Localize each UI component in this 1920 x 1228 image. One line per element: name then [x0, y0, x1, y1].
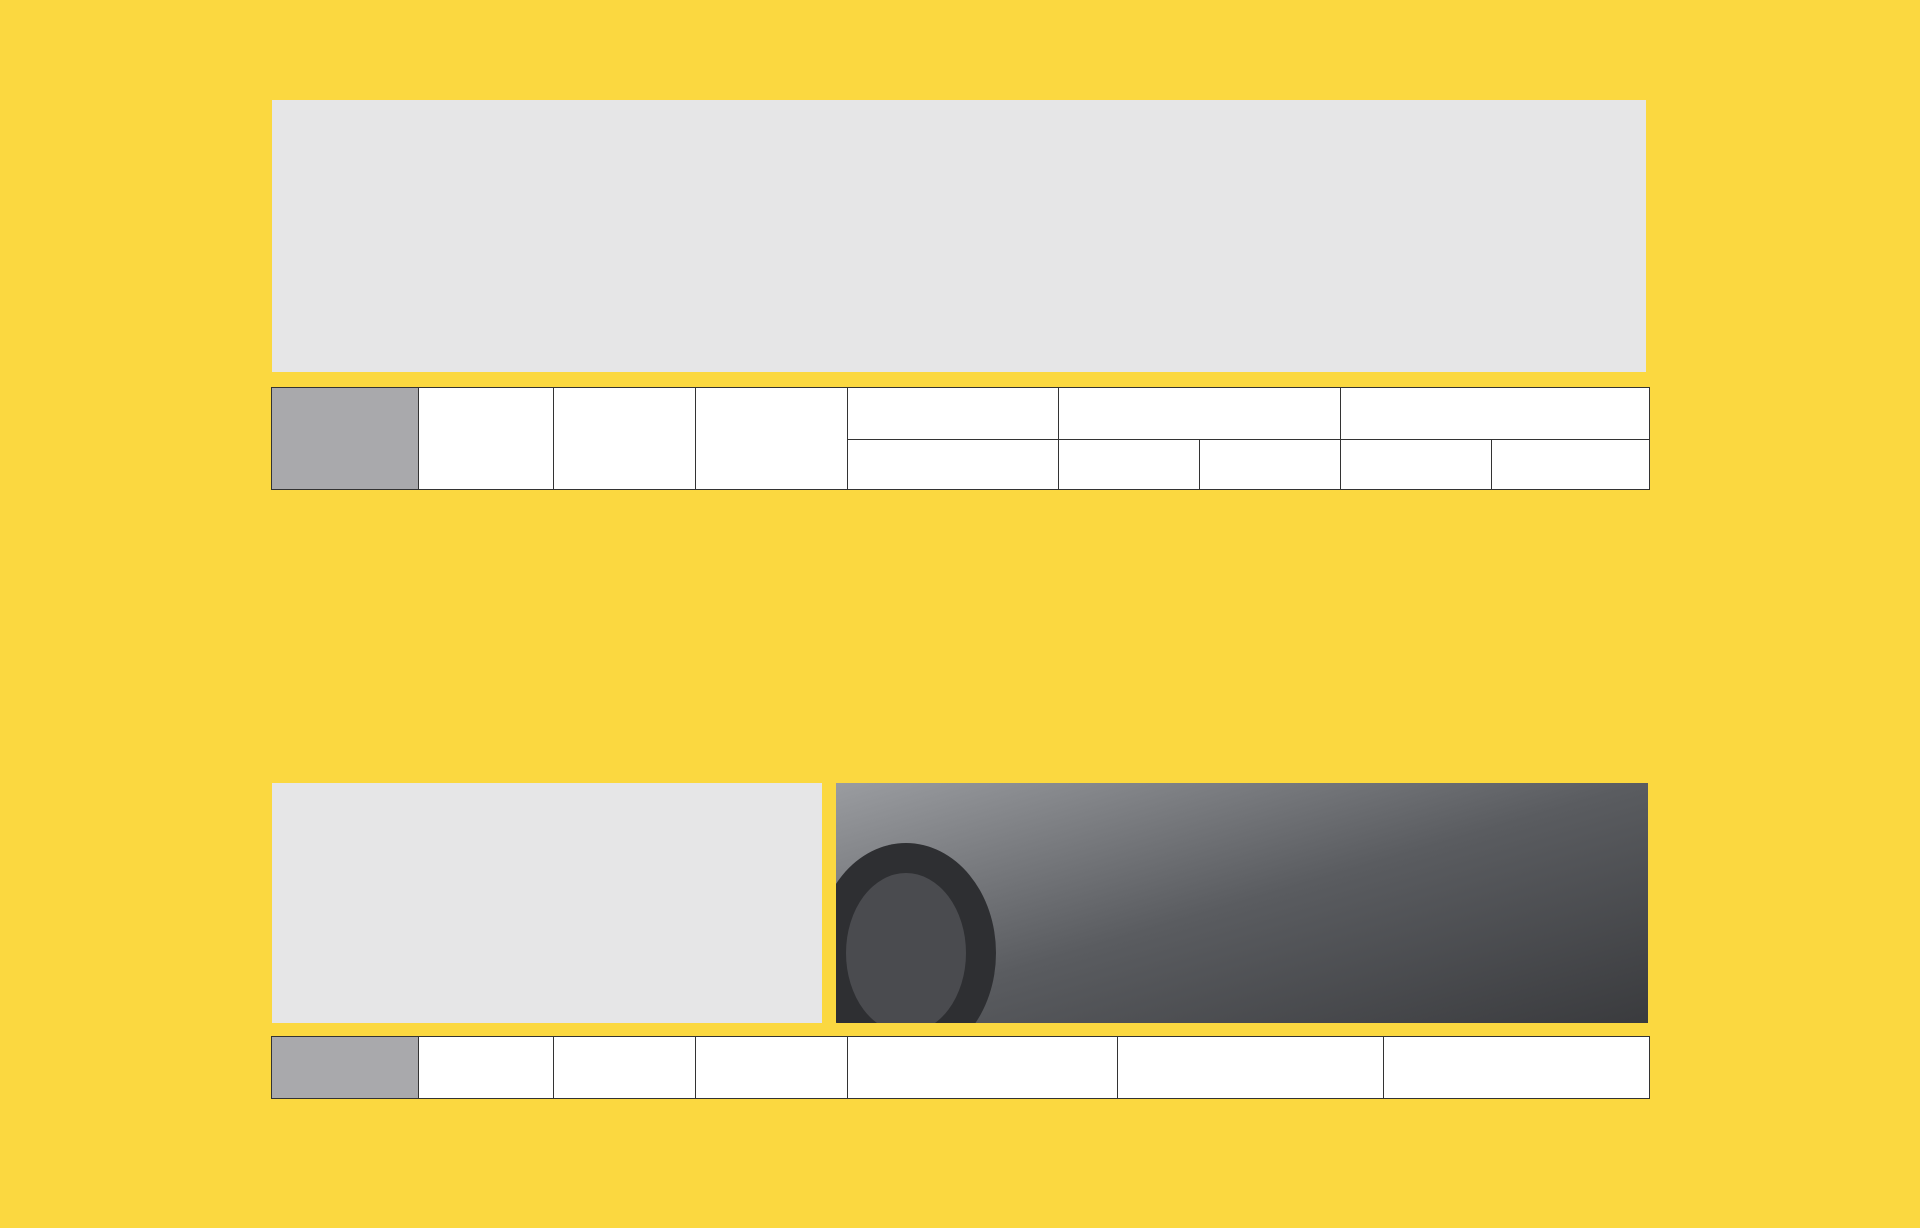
- milling-drum-image: [836, 783, 1648, 1023]
- header-bm500: [848, 388, 1059, 440]
- header-kompat: [696, 1037, 848, 1099]
- header-bm500: [848, 1037, 1118, 1099]
- header-bm1000: [1059, 388, 1341, 440]
- milling-drum-photo: [836, 783, 1648, 1023]
- header-bm2000: [1384, 1037, 1650, 1099]
- bottom-drawings-panel: [272, 783, 822, 1023]
- subheader-makky: [1341, 440, 1492, 490]
- concrete-side-label: [272, 1037, 419, 1099]
- subheader-tvrdy: [848, 440, 1059, 490]
- header-typ: [419, 1037, 554, 1099]
- header-katalog: [554, 1037, 696, 1099]
- asphalt-side-label: [272, 388, 419, 490]
- header-katalog: [554, 388, 696, 490]
- asphalt-price-table: [271, 387, 1650, 490]
- header-kompat: [696, 388, 848, 490]
- top-drawings-panel: [272, 100, 1646, 372]
- header-typ: [419, 388, 554, 490]
- header-bm1000: [1118, 1037, 1384, 1099]
- subheader-tvrdy: [1200, 440, 1341, 490]
- header-bm2000: [1341, 388, 1650, 440]
- subheader-makky: [1059, 440, 1200, 490]
- subheader-tvrdy: [1492, 440, 1650, 490]
- concrete-price-table: [271, 1036, 1650, 1099]
